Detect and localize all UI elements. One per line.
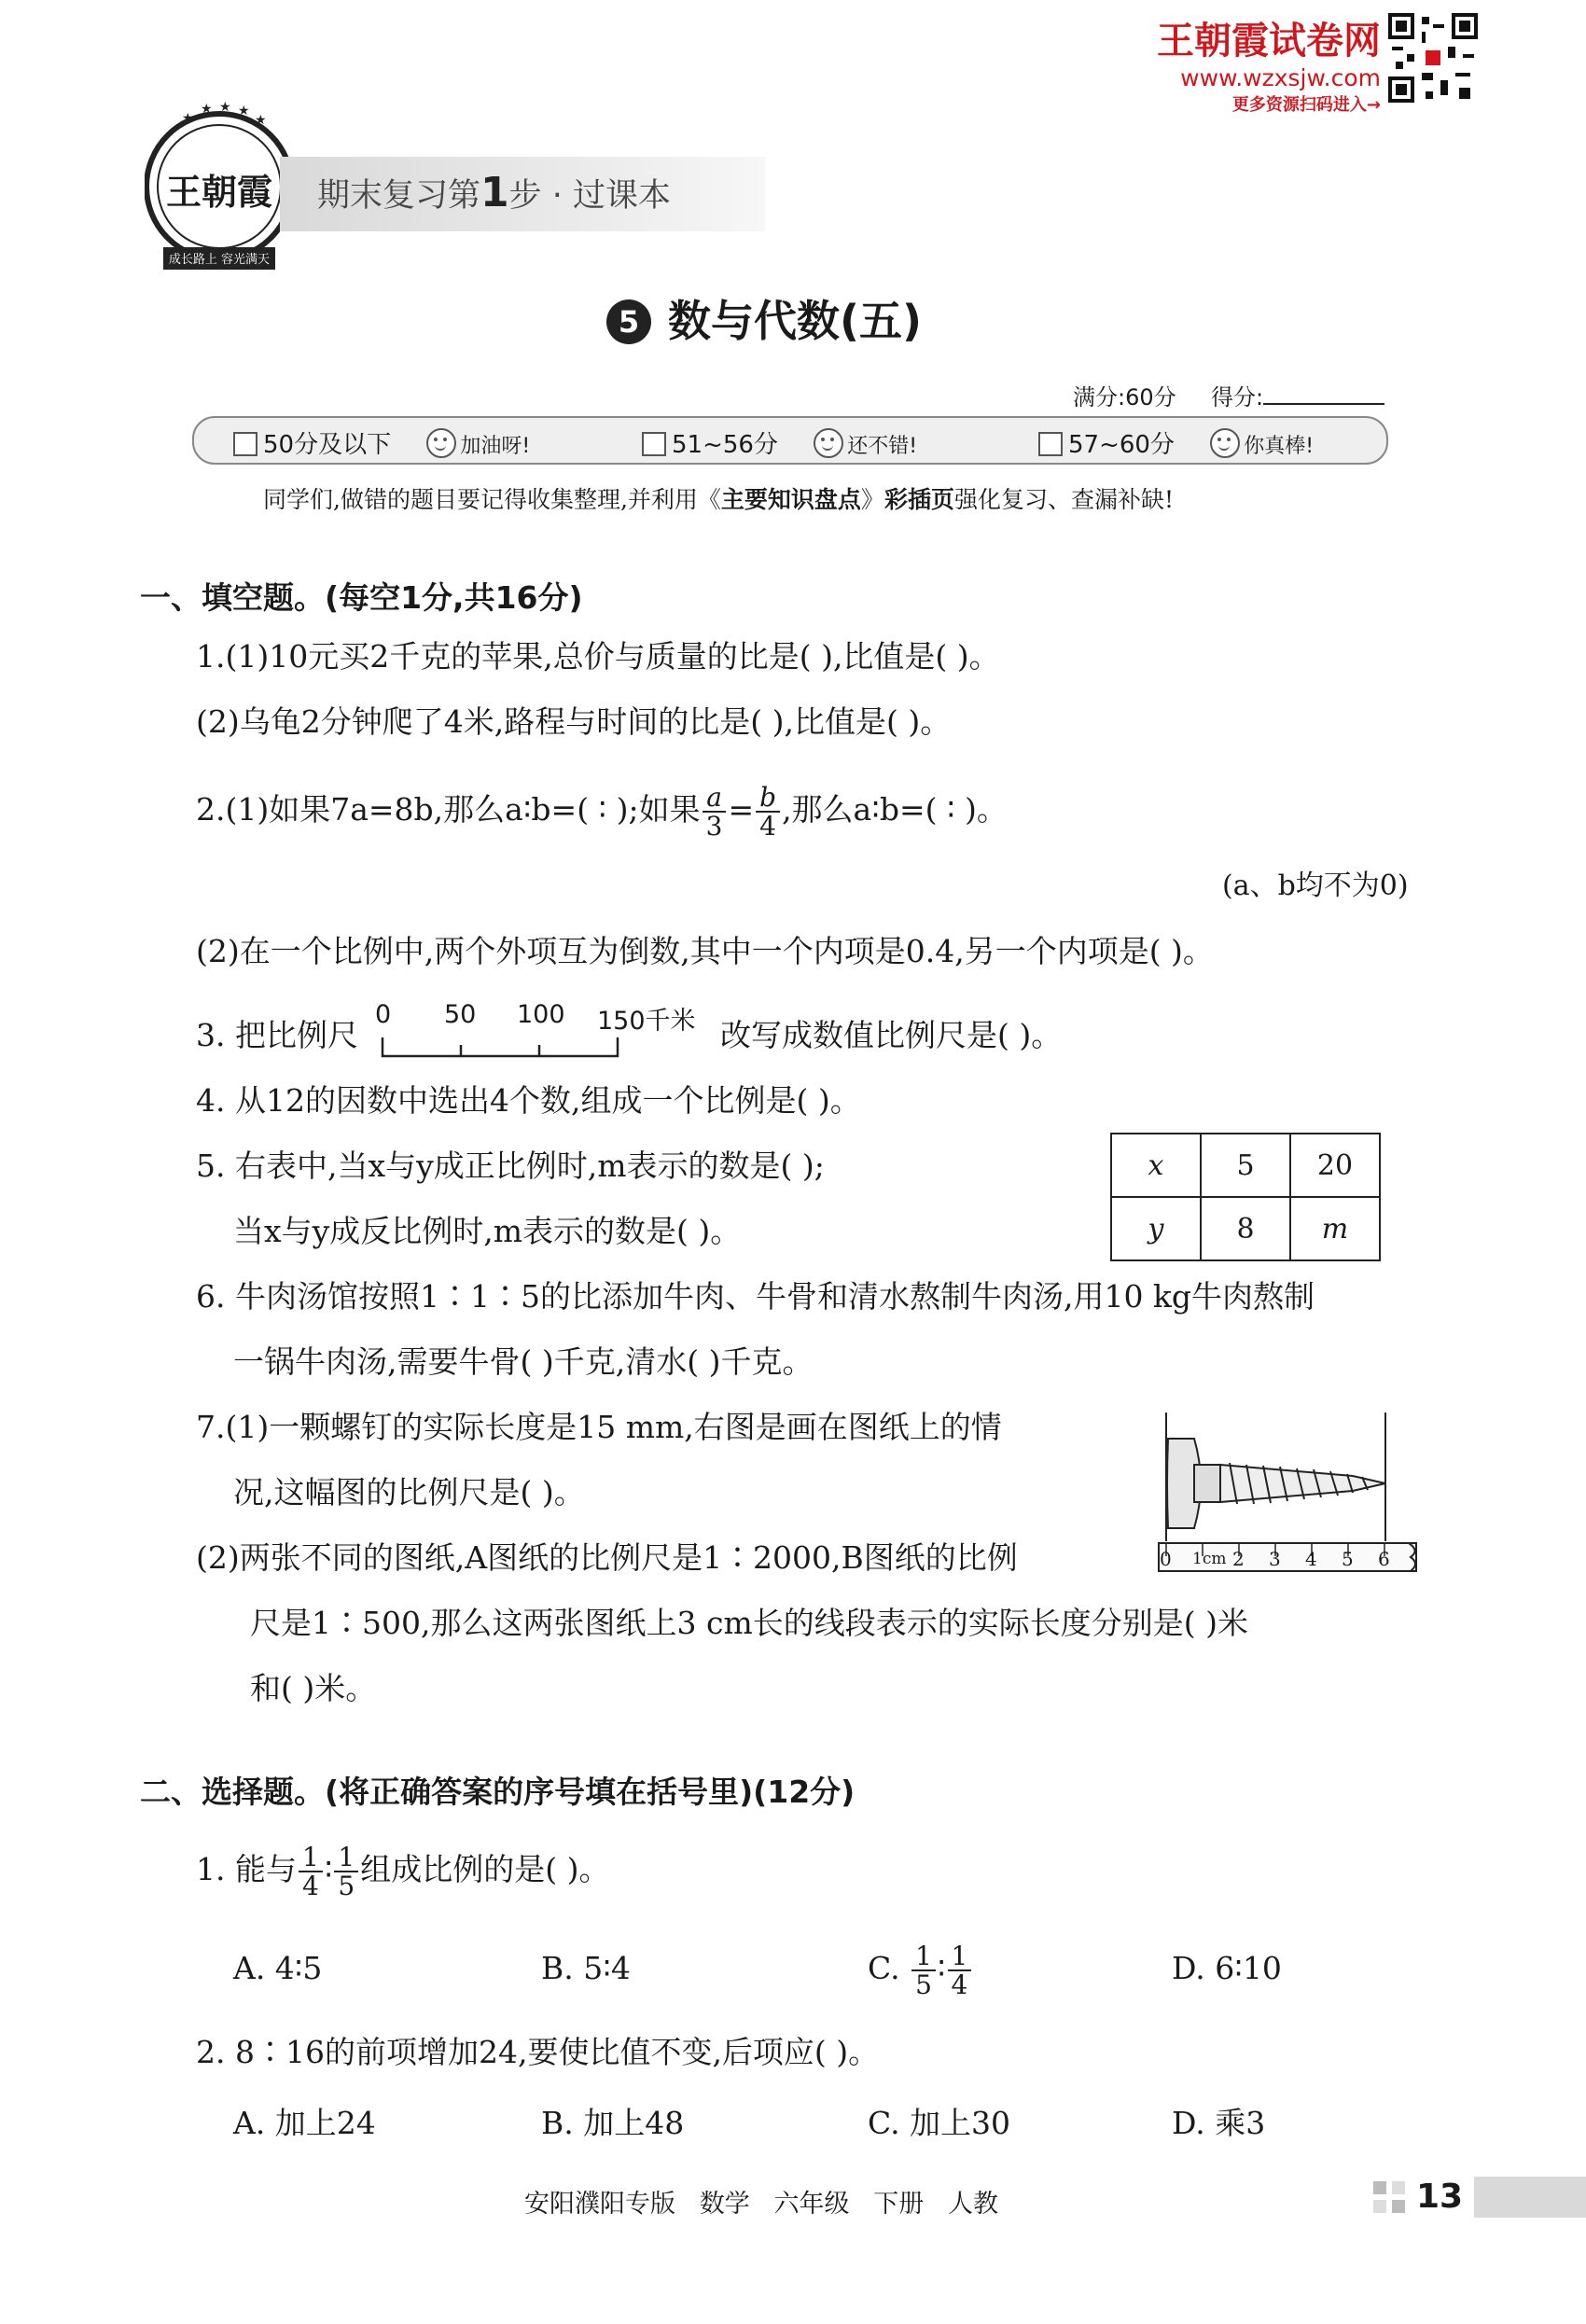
score-range: 50分及以下 <box>263 431 392 459</box>
score-msg: 还不错! <box>847 435 918 458</box>
fraction <box>703 781 727 842</box>
question-7-3: (2)两张不同的图纸,A图纸的比例尺是1∶2000,B图纸的比例 <box>196 1539 1018 1576</box>
brand-title: 王朝霞试卷网 <box>1157 20 1381 63</box>
question-3-suffix: 改写成数值比例尺是( )。 <box>720 1017 1063 1053</box>
table-row <box>1111 1134 1380 1197</box>
denominator: 4 <box>951 1969 968 2000</box>
question-2-note: (a、b均不为0) <box>1222 870 1409 902</box>
q-text: 组成比例的是( )。 <box>360 1851 610 1887</box>
score-msg: 加油呀! <box>460 435 531 458</box>
question-2-2: (2)在一个比例中,两个外项互为倒数,其中一个内项是0.4,另一个内项是( )。 <box>196 933 1214 969</box>
page-title <box>606 287 922 349</box>
page-number: 13 <box>1416 2178 1464 2216</box>
fraction <box>756 781 780 842</box>
face-icon <box>1210 428 1240 458</box>
denominator: 5 <box>915 1969 932 2000</box>
footer-page-bar <box>1474 2177 1586 2218</box>
question-7-4: 尺是1∶500,那么这两张图纸上3 cm长的线段表示的实际长度分别是( )米 <box>250 1605 1248 1641</box>
banner-prefix: 期末复习第 <box>317 177 481 215</box>
numerator: 1 <box>911 1942 936 1971</box>
score-range: 57~60分 <box>1068 431 1175 459</box>
question-3-prefix: 3. 把比例尺 <box>196 1017 358 1053</box>
table-cell: y <box>1111 1197 1201 1260</box>
table-row <box>1111 1197 1380 1260</box>
brand-tip: 更多资源扫码进入→ <box>1231 95 1381 115</box>
face-icon <box>814 428 843 458</box>
ruler-label: 6 <box>1378 1548 1390 1570</box>
table-cell: 5 <box>1201 1134 1290 1197</box>
got-score-blank[interactable] <box>1263 384 1384 405</box>
denominator: 5 <box>338 1871 355 1901</box>
table-cell: 20 <box>1290 1134 1380 1197</box>
q-text: 1. 能与 <box>196 1851 297 1887</box>
s2-question-1 <box>196 1832 609 1907</box>
question-2-1 <box>196 772 1008 847</box>
section1-title: 一、填空题。(每空1分,共16分) <box>140 579 583 616</box>
colon: ∶ <box>937 1950 946 1986</box>
option-a[interactable]: A. 4∶5 <box>233 1950 323 1986</box>
question-5-1: 5. 右表中,当x与y成正比例时,m表示的数是( ); <box>196 1148 825 1184</box>
fraction <box>911 1942 936 1999</box>
scale-label: 0 <box>375 1000 392 1029</box>
ruler-label: 4 <box>1305 1548 1317 1570</box>
logo-slogan: 成长路上 容光满天 <box>168 253 271 267</box>
checkbox[interactable] <box>642 432 666 456</box>
svg-text:★: ★ <box>201 102 213 117</box>
option-d[interactable]: D. 6∶10 <box>1172 1950 1282 1986</box>
equals-sign: = <box>728 791 755 828</box>
full-score: 满分:60分 <box>1073 384 1176 411</box>
svg-text:★: ★ <box>182 111 194 126</box>
question-6-2: 一锅牛肉汤,需要牛骨( )千克,清水( )千克。 <box>233 1343 814 1380</box>
notice-text: 同学们,做错的题目要记得收集整理,并利用《 <box>263 486 721 513</box>
numerator: b <box>756 784 780 813</box>
question-7-5: 和( )米。 <box>250 1670 377 1706</box>
notice-text: 强化复习、查漏补缺! <box>953 486 1175 513</box>
brand-block <box>1138 11 1381 116</box>
question-6-1: 6. 牛肉汤馆按照1∶1∶5的比添加牛肉、牛骨和清水熬制牛肉汤,用10 kg牛肉熬制 <box>196 1278 1315 1315</box>
scale-label: 50 <box>444 1000 477 1029</box>
svg-text:★: ★ <box>219 100 231 115</box>
score-item-2 <box>642 425 917 460</box>
question-7-1: 7.(1)一颗螺钉的实际长度是15 mm,右图是画在图纸上的情 <box>196 1409 1002 1445</box>
svg-text:★: ★ <box>255 113 267 128</box>
table-cell: x <box>1111 1134 1201 1197</box>
screw-figure <box>1157 1411 1427 1574</box>
option-b[interactable]: B. 5∶4 <box>541 1950 631 1986</box>
numerator: 1 <box>948 1942 972 1971</box>
logo <box>145 98 294 275</box>
denominator: 3 <box>705 811 723 842</box>
numerator: a <box>703 784 727 813</box>
table-cell: 8 <box>1201 1197 1290 1260</box>
denominator: 4 <box>759 811 776 842</box>
notice <box>263 481 1174 515</box>
footer-text: 安阳濮阳专版 数学 六年级 下册 人教 <box>524 2190 998 2219</box>
logo-name: 王朝霞 <box>165 171 272 213</box>
xy-table <box>1110 1133 1381 1261</box>
option-c[interactable]: C. 加上30 <box>868 2105 1011 2141</box>
option-b[interactable]: B. 加上48 <box>541 2105 685 2141</box>
fraction <box>299 1841 323 1901</box>
fraction <box>948 1942 972 1999</box>
score-range: 51~56分 <box>672 431 778 459</box>
question-7-2: 况,这幅图的比例尺是( )。 <box>233 1474 585 1510</box>
notice-bold: 彩插页 <box>883 486 954 513</box>
fraction <box>334 1841 358 1901</box>
s2-question-2: 2. 8∶16的前项增加24,要使比值不变,后项应( )。 <box>196 2034 880 2070</box>
option-c[interactable] <box>868 1931 973 2006</box>
ruler-label: 2 <box>1232 1548 1245 1570</box>
title-number-badge: 5 <box>606 299 651 344</box>
section2-title: 二、选择题。(将正确答案的序号填在括号里)(12分) <box>140 1774 856 1810</box>
colon: ∶ <box>324 1851 333 1887</box>
scale-ruler-icon <box>381 1034 623 1062</box>
page-corner-icon <box>1371 2179 1409 2217</box>
brand-url: www.wzxsjw.com <box>1180 64 1381 91</box>
scale-label: 150千米 <box>597 1007 696 1036</box>
checkbox[interactable] <box>233 432 257 456</box>
denominator: 4 <box>301 1871 319 1901</box>
ruler-label: 1cm <box>1192 1550 1227 1568</box>
question-4: 4. 从12的因数中选出4个数,组成一个比例是( )。 <box>196 1082 861 1119</box>
score-msg: 你真棒! <box>1244 435 1315 458</box>
notice-bold: 主要知识盘点 <box>720 486 861 513</box>
got-score <box>1211 379 1384 411</box>
svg-text:★: ★ <box>238 104 250 118</box>
option-a[interactable]: A. 加上24 <box>233 2105 376 2141</box>
q2-text: ,那么a∶b=( ∶ )。 <box>782 791 1008 828</box>
face-icon <box>426 428 456 458</box>
ruler-label: 5 <box>1342 1548 1354 1570</box>
q2-text: 2.(1)如果7a=8b,那么a∶b=( ∶ );如果 <box>196 791 701 828</box>
question-1-2: (2)乌龟2分钟爬了4米,路程与时间的比是( ),比值是( )。 <box>196 703 952 740</box>
option-letter: C. <box>868 1950 900 1986</box>
numerator: 1 <box>299 1844 323 1872</box>
ruler-label: 3 <box>1269 1548 1281 1570</box>
got-score-label: 得分: <box>1211 384 1264 411</box>
banner-suffix: 步 · 过课本 <box>508 177 672 215</box>
question-1-1: 1.(1)10元买2千克的苹果,总价与质量的比是( ),比值是( )。 <box>196 638 1000 675</box>
notice-text: 》 <box>860 486 884 513</box>
table-cell: m <box>1290 1197 1380 1260</box>
score-item-1 <box>233 425 530 460</box>
ruler-label: 0 <box>1160 1548 1172 1570</box>
scale-label: 100 <box>517 1000 565 1029</box>
question-5-2: 当x与y成反比例时,m表示的数是( )。 <box>233 1213 742 1249</box>
banner-text <box>317 169 671 216</box>
numerator: 1 <box>334 1844 358 1872</box>
score-item-3 <box>1038 425 1314 460</box>
checkbox[interactable] <box>1038 432 1063 456</box>
scale-bar <box>373 998 718 1064</box>
option-d[interactable]: D. 乘3 <box>1172 2105 1266 2141</box>
qr-code-icon <box>1388 13 1478 103</box>
banner-num: 1 <box>480 169 509 216</box>
title-text: 数与代数(五) <box>668 296 923 346</box>
